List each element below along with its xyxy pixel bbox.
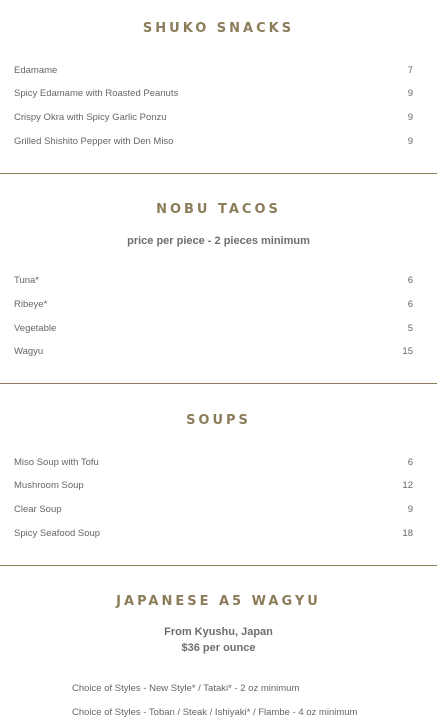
section-divider xyxy=(0,565,437,566)
menu-item xyxy=(14,323,413,337)
menu-item-name: Vegetable xyxy=(14,323,57,334)
menu-item-price: 15 xyxy=(402,346,413,357)
section-title-shuko-snacks: SHUKO SNACKS xyxy=(142,21,295,36)
menu-item-price: 18 xyxy=(402,528,413,539)
menu-item-price: 6 xyxy=(407,275,413,286)
wagyu-style-choice: Choice of Styles - Toban / Steak / Ishiyaki* / Flambe - 4 oz minimum xyxy=(72,707,358,718)
menu-item-price: 12 xyxy=(402,480,413,491)
menu-item-name: Edamame xyxy=(14,65,58,76)
section-subtitle: price per piece - 2 pieces minimum xyxy=(127,235,310,247)
menu-item-name: Spicy Seafood Soup xyxy=(14,528,101,539)
menu-item-price: 9 xyxy=(407,112,413,123)
menu-item xyxy=(14,88,413,102)
section-title-soups: SOUPS xyxy=(186,413,251,428)
menu-item xyxy=(14,480,413,494)
menu-item-name: Clear Soup xyxy=(14,504,62,515)
wagyu-style-choice: Choice of Styles - New Style* / Tataki* - 2 oz minimum xyxy=(72,683,300,694)
menu-item-name: Wagyu xyxy=(14,346,44,357)
section-title-japanese-a5-wagyu: JAPANESE A5 WAGYU xyxy=(116,594,321,609)
section-title-nobu-tacos: NOBU TACOS xyxy=(156,202,281,217)
section-divider xyxy=(0,383,437,384)
menu-item-name: Mushroom Soup xyxy=(14,480,84,491)
section-divider xyxy=(0,173,437,174)
menu-item xyxy=(14,504,413,518)
menu-item-name: Crispy Okra with Spicy Garlic Ponzu xyxy=(14,112,167,123)
menu-item xyxy=(14,528,413,542)
menu-item-price: 9 xyxy=(407,136,413,147)
menu-item xyxy=(14,275,413,289)
menu-item xyxy=(14,65,413,79)
menu-item-name: Spicy Edamame with Roasted Peanuts xyxy=(14,88,179,99)
menu-item-name: Tuna* xyxy=(14,275,39,286)
menu-item xyxy=(14,112,413,126)
menu-item-price: 6 xyxy=(407,457,413,468)
menu-item-price: 7 xyxy=(407,65,413,76)
menu-item xyxy=(14,136,413,150)
menu-item xyxy=(14,457,413,471)
section-subtitle-price: $36 per ounce xyxy=(181,642,256,654)
menu-item-price: 9 xyxy=(407,504,413,515)
menu-item xyxy=(14,346,413,360)
menu-item xyxy=(14,299,413,313)
menu-item-name: Miso Soup with Tofu xyxy=(14,457,99,468)
section-subtitle-origin: From Kyushu, Japan xyxy=(164,626,273,638)
menu-item-price: 6 xyxy=(407,299,413,310)
menu-item-name: Ribeye* xyxy=(14,299,48,310)
menu-item-price: 9 xyxy=(407,88,413,99)
menu-item-name: Grilled Shishito Pepper with Den Miso xyxy=(14,136,174,147)
menu-item-price: 5 xyxy=(407,323,413,334)
